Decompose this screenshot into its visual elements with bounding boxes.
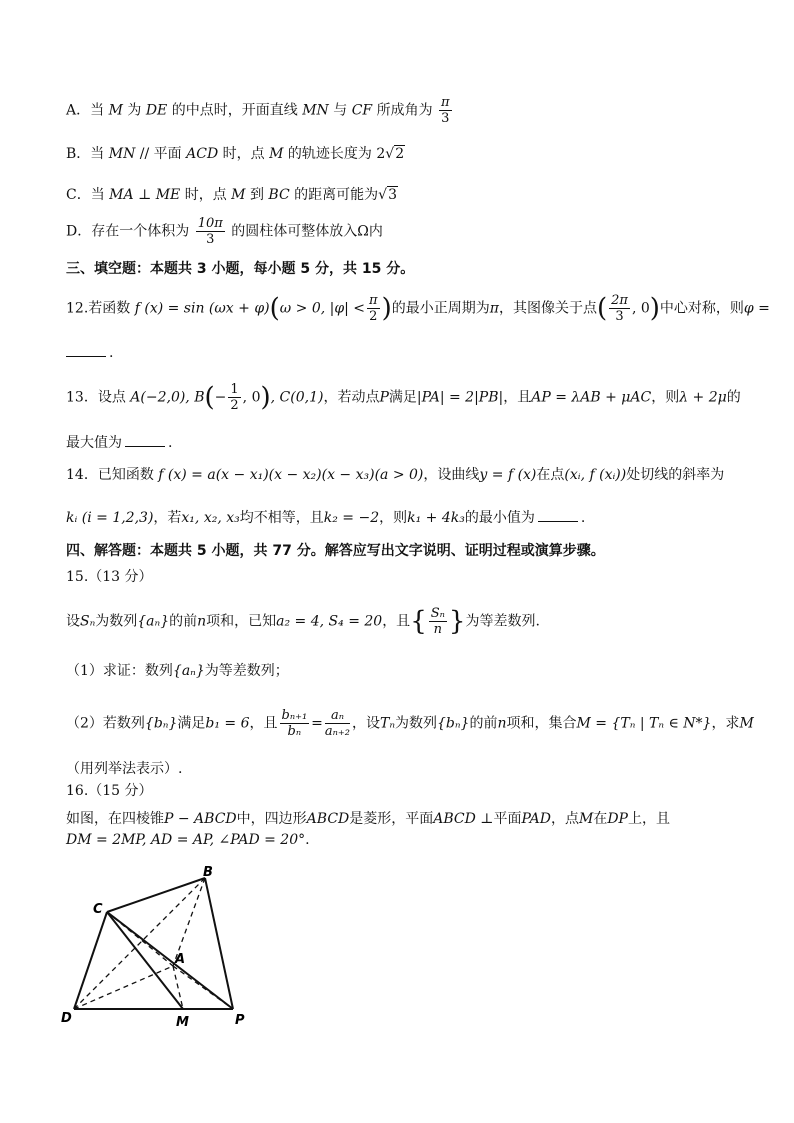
option-a [66, 95, 454, 126]
q14-text: 已知函数 [97, 467, 154, 483]
q15-p2-set: M = {Tₙ | Tₙ ∈ N*} [576, 715, 712, 732]
q15-p2-text: （2）若数列 [66, 715, 145, 732]
q12-text4: 中心对称，则 [659, 300, 744, 317]
q15-text4: 项和，已知 [206, 613, 277, 630]
q15-text2: 为数列 [95, 613, 138, 630]
option-b-coef: 2 [376, 146, 386, 162]
q13-p: P [379, 389, 389, 406]
option-b-text4: 的轨迹长度为 [287, 146, 372, 162]
q16-header: 16.（15 分） [66, 783, 153, 799]
q12-point-frac: $\frac{2\pi}{3}$ [611, 293, 628, 324]
option-b-text2: // 平面 [139, 146, 182, 162]
option-d-fraction: $\frac{10\pi}{3}$ [197, 216, 223, 247]
q13-expr: λ + 2μ [679, 389, 727, 406]
q12-end: . [109, 345, 114, 361]
option-d-text2: 的圆柱体可整体放入Ω内 [231, 223, 383, 240]
option-c-bc: BC [268, 187, 290, 203]
section3-title: 三、填空题：本题共 3 小题，每小题 5 分，共 15 分。 [66, 261, 415, 277]
label-c: C [93, 902, 103, 917]
q16-line2 [66, 832, 310, 848]
q13-text3: 满足 [388, 389, 417, 406]
q13-points: A(−2,0), B [130, 389, 205, 406]
option-b-text: B．当 [66, 146, 105, 162]
q14-text3: 在点 [536, 467, 565, 483]
label-b: B [203, 865, 213, 880]
q16-text7: 上，且 [627, 811, 670, 827]
option-a-text4: 与 [333, 102, 348, 119]
q15-sn: Sₙ [80, 613, 96, 630]
q14-xs: x₁, x₂, x₃ [181, 510, 240, 526]
option-a-cf: CF [351, 102, 373, 119]
q16-text6: 在 [593, 811, 608, 827]
option-b-mn: MN [108, 146, 136, 162]
q12-cond: ω > 0, |φ| < [279, 300, 366, 317]
option-a-de: DE [145, 102, 168, 119]
q13-frac: $\frac{1}{2}$ [230, 382, 239, 413]
q13: 13．设点 A(−2,0), B(− $\frac{1}{2}$ , 0), C(0,1)，若动点P满足|PA| = 2|PB|，且AP = λAB + μAC，则λ + 2μ的 [66, 382, 741, 413]
q14-text7: ，则 [379, 510, 408, 526]
q14-end: . [580, 510, 586, 526]
edge-db [74, 878, 205, 1009]
q14-text4: 处切线的斜率为 [626, 467, 725, 483]
option-b-radicand: 2 [395, 146, 405, 162]
q15-p2-bn: {bₙ} [144, 715, 178, 732]
q16-quad: ABCD [306, 811, 350, 827]
option-b-acd: ACD [186, 146, 219, 162]
option-c-me: ME [155, 187, 181, 203]
q15-p2-text5: 为数列 [395, 715, 438, 732]
q12-number: 12. [66, 300, 89, 317]
option-a-m: M [108, 102, 123, 119]
q13-text: 设点 [97, 389, 126, 406]
q13-tail: , 0 [242, 389, 261, 406]
q13-line2-text: 最大值为 [66, 435, 122, 451]
q15-text5: ，且 [382, 613, 411, 630]
q12-point-tail: , 0 [631, 300, 650, 317]
edge-cd [74, 912, 107, 1009]
q13-cond: |PA| = 2|PB| [416, 389, 504, 406]
q15-p2-text3: ，且 [249, 715, 278, 732]
q13-sign: − [214, 389, 227, 406]
option-d [66, 216, 383, 247]
q13-text2: ，若动点 [323, 389, 380, 406]
q14-k: kᵢ (i = 1,2,3) [66, 510, 154, 526]
q12-cond-frac: $\frac{\pi}{2}$ [369, 293, 378, 324]
q13-blank[interactable] [125, 446, 165, 447]
option-a-fraction: $\frac{\pi}{3}$ [441, 95, 450, 126]
q12-text3: ，其图像关于点 [498, 300, 597, 317]
option-b: B．当 MN // 平面 ACD 时，点 M 的轨迹长度为 2√2 [66, 146, 405, 162]
q16-line1 [66, 808, 670, 828]
q16-pyramid: P − ABCD [164, 811, 237, 827]
option-c-text2: 时，点 [184, 187, 227, 203]
q14-text6: 均不相等，且 [239, 510, 324, 526]
q15-header: 15.（13 分） [66, 569, 153, 585]
q14-blank[interactable] [538, 521, 578, 522]
q15-p2-text6: 的前 [469, 715, 498, 732]
q13-end: . [168, 435, 173, 451]
q14-text2: ，设曲线 [423, 467, 480, 483]
option-b-text3: 时，点 [222, 146, 265, 162]
q12-period: π [489, 300, 499, 317]
q16-text3: 是菱形，平面 [349, 811, 434, 827]
option-c: C．当 MA ⊥ ME 时，点 M 到 BC 的距离可能为√3 [66, 187, 397, 203]
label-a: A [175, 952, 186, 967]
q13-vec: AP = λAB + μAC [531, 389, 652, 406]
q15-p2-text4: ，设 [352, 715, 380, 732]
q16-text4: 平面 [493, 811, 522, 827]
q15-p2-b1: b₁ = 6 [205, 715, 250, 732]
option-a-mn: MN [302, 102, 329, 119]
edge-bp [205, 878, 233, 1009]
q15-p2-eq: = [311, 715, 323, 732]
q12-func: f (x) = sin (ωx + φ) [134, 300, 270, 317]
option-c-ma: MA [109, 187, 134, 203]
option-c-perp: ⊥ [138, 187, 152, 203]
q14-k2: k₂ = −2 [323, 510, 380, 526]
q16-plane1: ABCD ⊥ [433, 811, 494, 827]
q14-text8: 的最小值为 [464, 510, 535, 526]
q14-text5: ，若 [153, 510, 182, 526]
q13-line2 [66, 432, 172, 452]
q15-p2-text7: 项和，集合 [506, 715, 577, 732]
q12-blank[interactable] [66, 356, 106, 357]
q15-text: 设 [66, 613, 80, 630]
q15-p1-an: {aₙ} [172, 663, 205, 679]
option-c-text3: 到 [249, 187, 264, 203]
q15-p2-frac1: $\frac{\text{bₙ₊₁}}{\text{bₙ}}$ [281, 708, 308, 739]
option-d-text: D．存在一个体积为 [66, 223, 190, 240]
q15-part1 [66, 660, 289, 680]
q16-m: M [578, 811, 594, 827]
q15-frac: $\frac{\text{Sₙ}}{n}$ [430, 606, 445, 637]
q15-part2-line2: （用列举法表示）. [66, 761, 183, 777]
q13-text4: ，且 [503, 389, 532, 406]
q16-text2: 中，四边形 [236, 811, 307, 827]
q15-p2-frac2: $\frac{\text{aₙ}}{\text{aₙ₊₂}}$ [324, 708, 350, 739]
q16-end: . [305, 832, 310, 848]
q12-ask: φ = [743, 300, 770, 317]
q16-plane2: PAD [521, 811, 551, 827]
q15-given: a₂ = 4, S₄ = 20 [276, 613, 383, 630]
q15-n: n [197, 613, 207, 630]
q12-answer-line [66, 345, 113, 361]
edge-cb [107, 878, 205, 912]
q13-pointc: , C(0,1) [270, 389, 324, 406]
pyramid-figure [55, 862, 275, 1037]
q15-text6: 为等差数列. [465, 613, 540, 630]
edge-da [74, 966, 173, 1009]
q15-p2-text8: ，求 [711, 715, 740, 732]
q15-p1-end: 为等差数列； [204, 663, 289, 679]
option-a-text5: 所成角为 [376, 102, 433, 119]
q15-p2-tn: Tₙ [380, 715, 396, 732]
q15-part2 [66, 708, 754, 739]
q13-text5: ，则 [651, 389, 680, 406]
option-a-text3: 的中点时，开面直线 [171, 102, 298, 119]
q14-expr: k₁ + 4k₃ [407, 510, 465, 526]
q14-func: f (x) = a(x − x₁)(x − x₂)(x − x₃)(a > 0) [158, 467, 424, 483]
q13-text6: 的 [726, 389, 741, 406]
q14-point: (xᵢ, f (xᵢ)) [564, 467, 627, 483]
q15-p2-text2: 满足 [177, 715, 206, 732]
q15-p2-m: M [739, 715, 754, 732]
option-c-m: M [231, 187, 246, 203]
q15-text3: 的前 [169, 613, 198, 630]
option-a-text2: 为 [127, 102, 142, 119]
q16-text5: ，点 [550, 811, 579, 827]
q12: 12.若函数 f (x) = sin (ωx + φ)(ω > 0, |φ| < $\frac{\pi}{2}$ )的最小正周期为π，其图像关于点( $\frac{2\pi}{3}$ , 0)中心对称，则φ = [66, 293, 770, 324]
edge-cp [107, 912, 233, 1009]
q12-text: 若函数 [88, 300, 131, 317]
section4-title: 四、解答题：本题共 5 小题，共 77 分。解答应写出文字说明、证明过程或演算步骤。 [66, 543, 605, 559]
q12-text2: 的最小正周期为 [391, 300, 490, 317]
q16-text: 如图，在四棱锥 [66, 811, 164, 827]
option-c-radicand: 3 [388, 187, 397, 203]
option-a-text: A．当 [66, 102, 105, 119]
q15-stem: 设Sₙ为数列{aₙ}的前n项和，已知a₂ = 4, S₄ = 20，且{ $\frac{\text{Sₙ}}{n}$ }为等差数列. [66, 606, 540, 637]
q15-p2-n: n [497, 715, 507, 732]
label-d: D [61, 1011, 72, 1026]
option-c-text4: 的距离可能为 [294, 187, 379, 203]
q15-an: {aₙ} [137, 613, 170, 630]
label-p: P [235, 1013, 245, 1028]
q14 [66, 464, 724, 484]
label-m: M [176, 1015, 189, 1030]
q13-number: 13． [66, 389, 98, 406]
q14-line2 [66, 507, 585, 527]
q16-dp: DP [607, 811, 628, 827]
q14-number: 14． [66, 467, 98, 483]
q14-curve: y = f (x) [479, 467, 537, 483]
q15-p1-text: （1）求证：数列 [66, 663, 173, 679]
q16-conditions: DM = 2MP, AD = AP, ∠PAD = 20° [66, 832, 306, 848]
q15-p2-bn2: {bₙ} [437, 715, 470, 732]
edge-ca [107, 912, 173, 966]
option-b-m: M [269, 146, 284, 162]
option-c-text: C．当 [66, 187, 105, 203]
